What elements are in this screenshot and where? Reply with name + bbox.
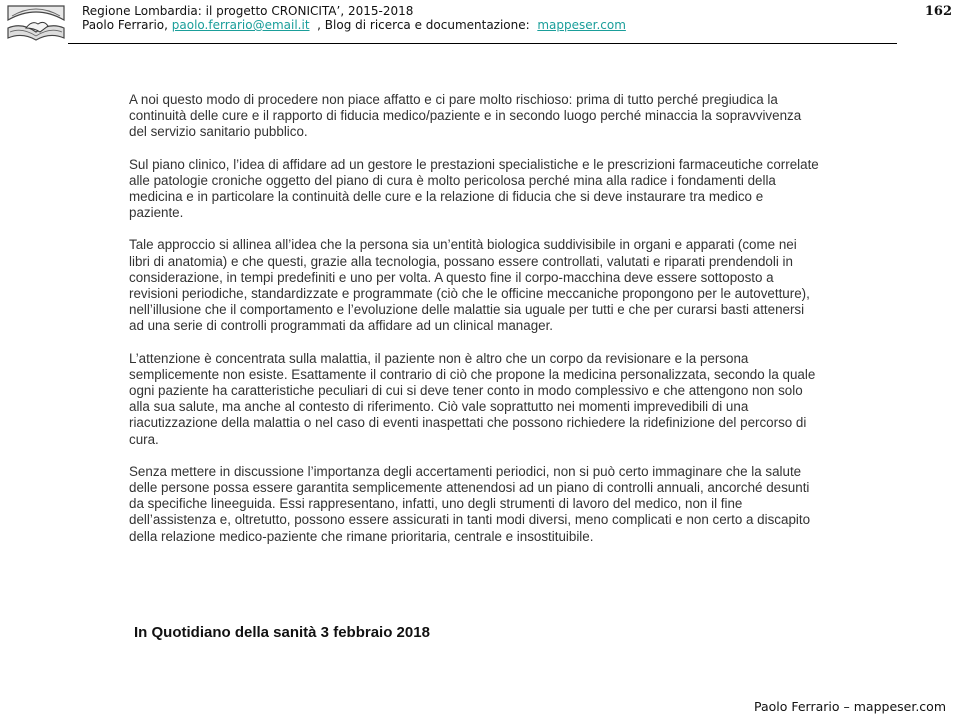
header-title: Regione Lombardia: il progetto CRONICITA’, 2015-2018 [82, 4, 414, 18]
paragraph: L’attenzione è concentrata sulla malattia, il paziente non è altro che un corpo da revisionare e la persona semplicemente non esiste. Esattamente il contrario di ciò che propone la medicina personalizzata, secondo la quale ogni paziente ha caratteristiche peculiari di cui si deve tener conto in modo complessivo e che attengono non solo alla sua salute, ma anche al contesto di riferimento. Ciò vale soprattutto nei momenti imprevedibili di una riacutizzazione della malattia o nel caso di eventi inaspettati che possono richiedere la ridefinizione del percorso di cura. [129, 350, 816, 447]
author-name: Paolo Ferrario, [82, 18, 172, 32]
footer-credit: Paolo Ferrario – mappeser.com [753, 699, 946, 714]
paragraph: Tale approccio si allinea all’idea che la persona sia un’entità biologica suddivisibile in organi e apparati (come nei libri di anatomia) e che questi, grazie alla tecnologia, possano essere controllati, valutati e riparati prendendoli in considerazione, in tempi predefiniti e uno per volta. A questo fine il corpo-macchina deve essere sottoposto a revisioni periodiche, standardizzate e programmate (ciò che le officine meccaniche propongono per le autovetture), nell’illusione che il comportamento e l’evoluzione delle malattie sia uguale per tutti e che per curarsi basti attenersi ad una serie di controlli programmati da affidare ad un clinical manager. [129, 237, 810, 334]
header-divider [68, 43, 897, 44]
email-link[interactable]: paolo.ferrario@email.it [171, 18, 310, 32]
header-author-line [82, 18, 626, 32]
paragraph: Sul piano clinico, l’idea di affidare ad un gestore le prestazioni specialistiche e le prescrizioni farmaceutiche correlate alle patologie croniche oggetto del piano di cura è molto pericolosa perché mina alla radice i fondamenti della medicina e in particolare la continuità delle cure e la relazione di fiducia che si deve instaurare tra medico e paziente. [129, 156, 819, 221]
paragraph: A noi questo modo di procedere non piace affatto e ci pare molto rischioso: prima di tutto perché pregiudica la continuità delle cure e il rapporto di fiducia medico/paziente e in secondo luogo perché minaccia la sopravvivenza del servizio sanitario pubblico. [129, 92, 802, 140]
blog-label: , Blog di ricerca e documentazione: [309, 18, 538, 32]
article-body [129, 92, 819, 561]
source-citation: In Quotidiano della sanità 3 febbraio 2018 [134, 624, 430, 641]
blog-link[interactable]: mappeser.com [537, 18, 626, 32]
paragraph: Senza mettere in discussione l’importanza degli accertamenti periodici, non si può certo immaginare che la salute delle persone possa essere garantita semplicemente attenendosi ad un piano di controlli annuali, ancorché desunti da specifiche lineeguida. Essi rappresentano, infatti, uno degli strumenti di lavoro del medico, non il fine dell’assistenza e, oltretutto, possono essere assicurati in tanti modi diversi, meno complicati e non certo a discapito della relazione medico-paziente che rimane prioritaria, centrale e insostituibile. [129, 463, 811, 544]
header [82, 4, 626, 32]
page-number: 162 [924, 4, 952, 19]
handshake-book-logo-icon [4, 2, 68, 42]
